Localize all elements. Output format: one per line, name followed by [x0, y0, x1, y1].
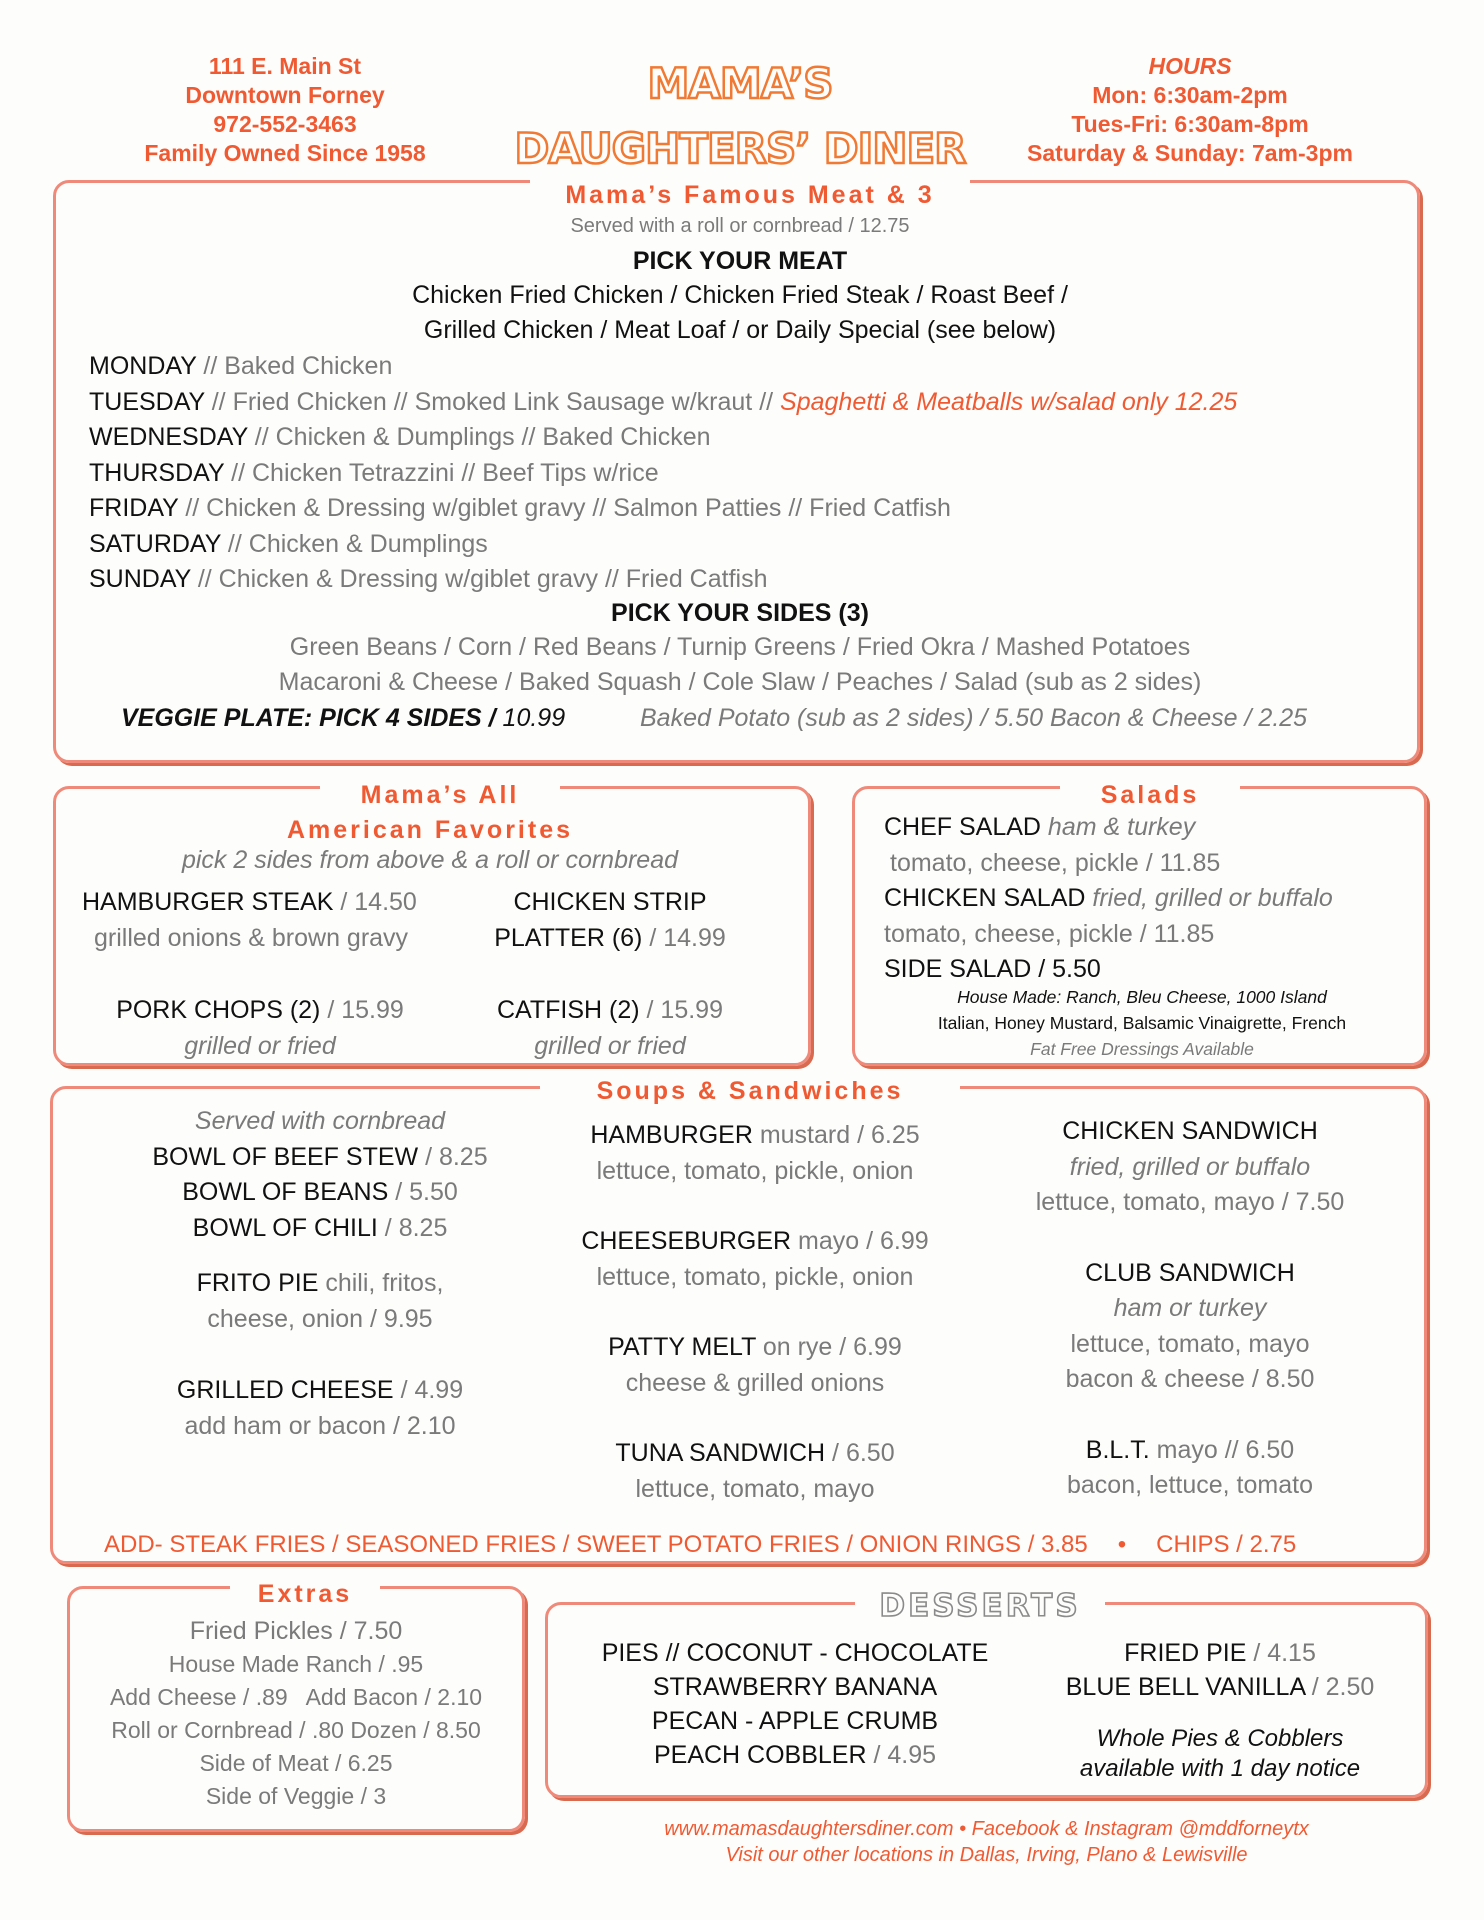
- item-price: / 8.25: [377, 1213, 448, 1242]
- club-sandwich-price: bacon & cheese / 8.50: [1065, 1365, 1315, 1393]
- item-name: CATFISH (2): [497, 996, 640, 1024]
- bowl-of-beans: [120, 1175, 520, 1211]
- frito-pie-desc: cheese, onion / 9.95: [207, 1304, 433, 1333]
- fries-addon: [104, 1527, 1296, 1563]
- item-desc: on rye / 6.99: [755, 1333, 902, 1361]
- address-street: 111 E. Main St: [208, 53, 362, 79]
- item-desc: mustard / 6.25: [752, 1121, 920, 1149]
- item-name: FRIED PIE: [1124, 1639, 1247, 1667]
- footer-locations: Visit our other locations in Dallas, Irving, Plano & Lewisville: [725, 1844, 1248, 1866]
- desserts-title: DESSERTS: [855, 1586, 1105, 1626]
- veggie-plate-label: VEGGIE PLATE: PICK 4 SIDES /: [121, 704, 496, 732]
- item-desc: mayo / 6.99: [791, 1227, 929, 1255]
- item-name: FRITO PIE: [196, 1269, 319, 1297]
- chef-salad-desc: tomato, cheese, pickle / 11.85: [890, 849, 1221, 877]
- peach-cobbler: [565, 1738, 1025, 1772]
- special-sunday: [89, 562, 1409, 598]
- day-items: // Fried Chicken // Smoked Link Sausage w/kraut //: [204, 387, 781, 416]
- day-items: // Chicken & Dressing w/giblet gravy // Salmon Patties // Fried Catfish: [178, 494, 951, 522]
- catfish: [430, 993, 790, 1029]
- tuesday-special: Spaghetti & Meatballs w/salad only 12.25: [780, 387, 1238, 416]
- item-desc: fried, grilled or buffalo: [1085, 884, 1333, 912]
- catfish-desc: grilled or fried: [534, 1032, 686, 1060]
- side-salad: SIDE SALAD / 5.50: [884, 955, 1101, 983]
- item-price: / 15.99: [320, 996, 404, 1024]
- meat-options-1: Chicken Fried Chicken / Chicken Fried Steak / Roast Beef /: [412, 281, 1068, 309]
- item-price: / 8.25: [418, 1142, 488, 1171]
- hours-title: HOURS: [1148, 53, 1232, 79]
- item-name: BOWL OF BEEF STEW: [152, 1142, 419, 1171]
- salads-title: Salads: [1060, 779, 1240, 811]
- chicken-salad: [884, 881, 1333, 917]
- cheeseburger-desc: lettuce, tomato, pickle, onion: [596, 1262, 914, 1291]
- item-price: / 4.15: [1246, 1639, 1316, 1667]
- day-label: TUESDAY: [89, 387, 205, 416]
- fat-free-note: Fat Free Dressings Available: [1030, 1039, 1254, 1059]
- chicken-sandwich-desc: lettuce, tomato, mayo / 7.50: [1035, 1188, 1345, 1216]
- chicken-sandwich-style: fried, grilled or buffalo: [1069, 1152, 1311, 1181]
- item-desc: ham & turkey: [1040, 813, 1196, 841]
- day-label: THURSDAY: [89, 458, 225, 487]
- other-dressings: Italian, Honey Mustard, Balsamic Vinaigrette, French: [937, 1013, 1347, 1033]
- item-name: PEACH COBBLER: [653, 1741, 867, 1769]
- veggie-plate-price: 10.99: [495, 704, 566, 732]
- blt-desc: bacon, lettuce, tomato: [1067, 1471, 1313, 1499]
- bowl-of-chili: [120, 1211, 520, 1247]
- logo-line-2: DAUGHTERS’ DINER: [514, 124, 966, 173]
- hours-weekend: Saturday & Sunday: 7am-3pm: [1027, 140, 1353, 166]
- blt-sandwich: [990, 1433, 1390, 1469]
- blue-bell-vanilla: [1030, 1670, 1410, 1704]
- pies-strawberry-banana: STRAWBERRY BANANA: [652, 1673, 938, 1701]
- chicken-sandwich: CHICKEN SANDWICH: [1062, 1117, 1318, 1145]
- tuna-sandwich: [555, 1436, 955, 1472]
- item-desc: mayo // 6.50: [1149, 1435, 1295, 1464]
- chef-salad: [884, 810, 1195, 846]
- dessert-extras: [1030, 1636, 1410, 1784]
- patty-melt-desc: cheese & grilled onions: [625, 1368, 885, 1397]
- family-owned-note: Family Owned Since 1958: [144, 140, 426, 166]
- item-name: PATTY MELT: [608, 1333, 756, 1361]
- day-items: // Baked Chicken: [196, 352, 393, 380]
- burgers-column: [555, 1118, 955, 1507]
- hamburger-steak: [82, 885, 417, 921]
- item-name: CHICKEN SALAD: [884, 884, 1086, 912]
- meat-and-three-title: Mama’s Famous Meat & 3: [530, 179, 970, 211]
- grilled-cheese: [120, 1373, 520, 1409]
- item-name: TUNA SANDWICH: [615, 1439, 826, 1467]
- american-favorites-subtitle: pick 2 sides from above & a roll or cornbread: [181, 846, 679, 874]
- item-name: HAMBURGER STEAK: [82, 888, 334, 916]
- pick-meat-heading: PICK YOUR MEAT: [632, 247, 848, 275]
- club-sandwich-desc: lettuce, tomato, mayo: [1070, 1329, 1310, 1358]
- extras-list: [67, 1614, 525, 1813]
- day-label: WEDNESDAY: [89, 423, 248, 451]
- phone-number: 972-552-3463: [213, 111, 357, 137]
- item-price: / 14.50: [333, 888, 417, 916]
- meat-options-2: Grilled Chicken / Meat Loaf / or Daily Special (see below): [423, 316, 1057, 344]
- separator-bullet: •: [1117, 1531, 1127, 1558]
- soups-sandwiches-title: Soups & Sandwiches: [540, 1075, 960, 1107]
- day-label: SATURDAY: [89, 529, 221, 558]
- item-desc: chili, fritos,: [318, 1269, 444, 1297]
- chicken-strip-platter: CHICKEN STRIP: [513, 888, 707, 916]
- whole-pies-note-2: available with 1 day notice: [1079, 1755, 1361, 1782]
- sandwiches-column: [990, 1114, 1390, 1504]
- item-name: PORK CHOPS (2): [116, 996, 321, 1024]
- roll-cornbread: Roll or Cornbread / .80 Dozen / 8.50: [111, 1717, 481, 1743]
- add-cheese-bacon: Add Cheese / .89 Add Bacon / 2.10: [109, 1684, 483, 1710]
- whole-pies-note-1: Whole Pies & Cobblers: [1096, 1725, 1344, 1752]
- club-sandwich-meat: ham or turkey: [1113, 1294, 1267, 1322]
- special-friday: [89, 491, 1409, 527]
- house-ranch: House Made Ranch / .95: [168, 1651, 424, 1677]
- side-of-meat: Side of Meat / 6.25: [199, 1750, 393, 1776]
- hamburger-desc: lettuce, tomato, pickle, onion: [596, 1156, 914, 1185]
- logo-line-1: MAMA’S: [647, 59, 833, 108]
- served-with-cornbread: Served with cornbread: [194, 1107, 446, 1135]
- item-price: / 15.99: [639, 996, 723, 1024]
- item-price: / 2.50: [1304, 1673, 1375, 1701]
- day-items: // Chicken & Dressing w/giblet gravy // Fried Catfish: [190, 565, 768, 593]
- item-name: HAMBURGER: [590, 1121, 753, 1149]
- sides-list-2: Macaroni & Cheese / Baked Squash / Cole Slaw / Peaches / Salad (sub as 2 sides): [278, 668, 1202, 696]
- address-block: [110, 52, 460, 168]
- fries-options: ADD- STEAK FRIES / SEASONED FRIES / SWEET POTATO FRIES / ONION RINGS / 3.85: [104, 1531, 1088, 1558]
- patty-melt: [555, 1330, 955, 1366]
- footer-links: www.mamasdaughtersdiner.com • Facebook & Instagram @mddforneytx: [664, 1818, 1309, 1840]
- fried-pickles: Fried Pickles / 7.50: [189, 1617, 403, 1645]
- veggie-plate: [121, 701, 565, 737]
- american-favorites-title-2: American Favorites: [286, 816, 574, 844]
- item-name: GRILLED CHEESE: [176, 1376, 394, 1404]
- cheeseburger: [555, 1224, 955, 1260]
- item-name: CHEF SALAD: [884, 813, 1041, 841]
- hours-monday: Mon: 6:30am-2pm: [1092, 82, 1288, 108]
- item-name: CHEESEBURGER: [581, 1227, 792, 1255]
- day-label: FRIDAY: [89, 494, 179, 522]
- hours-weekdays: Tues-Fri: 6:30am-8pm: [1071, 111, 1309, 137]
- beef-stew: [120, 1140, 520, 1176]
- pork-chops: [80, 993, 440, 1029]
- day-items: // Chicken Tetrazzini // Beef Tips w/rice: [224, 458, 659, 487]
- pork-chops-desc: grilled or fried: [184, 1032, 336, 1060]
- meat-and-three-subtitle: Served with a roll or cornbread / 12.75: [570, 215, 910, 237]
- special-thursday: [89, 456, 1409, 492]
- day-label: SUNDAY: [89, 565, 191, 593]
- daily-specials: [89, 349, 1409, 598]
- special-tuesday: [89, 385, 1409, 421]
- pies-coconut-chocolate: PIES // COCONUT - CHOCOLATE: [601, 1639, 989, 1667]
- house-dressings: House Made: Ranch, Bleu Cheese, 1000 Island: [957, 987, 1327, 1007]
- item-price: / 14.99: [642, 924, 726, 952]
- special-saturday: [89, 527, 1409, 563]
- chips-option: CHIPS / 2.75: [1156, 1531, 1297, 1558]
- chicken-salad-desc: tomato, cheese, pickle / 11.85: [884, 920, 1215, 948]
- day-items: // Chicken & Dumplings: [220, 529, 488, 558]
- item-price: / 4.99: [393, 1376, 464, 1404]
- baked-potato-option: Baked Potato (sub as 2 sides) / 5.50 Bacon & Cheese / 2.25: [640, 704, 1308, 732]
- extras-title: Extras: [230, 1578, 380, 1610]
- item-name: BOWL OF BEANS: [182, 1178, 389, 1206]
- soups-column: [120, 1104, 520, 1444]
- item-price: / 4.95: [866, 1741, 937, 1769]
- hamburger-steak-desc: grilled onions & brown gravy: [94, 924, 409, 952]
- address-city: Downtown Forney: [185, 82, 385, 108]
- pies-pecan-apple: PECAN - APPLE CRUMB: [651, 1707, 939, 1735]
- grilled-cheese-addon: add ham or bacon / 2.10: [184, 1411, 456, 1440]
- special-monday: [89, 349, 1409, 385]
- club-sandwich: CLUB SANDWICH: [1085, 1258, 1295, 1287]
- diner-logo: [500, 48, 980, 178]
- item-name: BOWL OF CHILI: [192, 1213, 378, 1242]
- fried-pie: [1030, 1636, 1410, 1670]
- day-label: MONDAY: [89, 352, 197, 380]
- hamburger: [555, 1118, 955, 1154]
- item-price: / 5.50: [388, 1178, 458, 1206]
- pick-sides-heading: PICK YOUR SIDES (3): [611, 599, 869, 627]
- item-desc: / 6.50: [825, 1439, 895, 1467]
- frito-pie: [120, 1266, 520, 1302]
- sides-list-1: Green Beans / Corn / Red Beans / Turnip Greens / Fried Okra / Mashed Potatoes: [289, 633, 1191, 661]
- footer: [545, 1816, 1428, 1868]
- item-name: BLUE BELL VANILLA: [1065, 1673, 1305, 1701]
- item-name: B.L.T.: [1085, 1435, 1150, 1464]
- special-wednesday: [89, 420, 1409, 456]
- item-name: PLATTER (6): [494, 924, 643, 952]
- side-of-veggie: Side of Veggie / 3: [205, 1783, 387, 1809]
- day-items: // Chicken & Dumplings // Baked Chicken: [247, 423, 711, 451]
- tuna-sandwich-desc: lettuce, tomato, mayo: [635, 1474, 875, 1503]
- chicken-strip-platter-2: [470, 921, 750, 957]
- american-favorites-title-1: Mama’s All: [320, 779, 560, 811]
- pies-list: [565, 1636, 1025, 1772]
- hours-block: [1010, 52, 1370, 168]
